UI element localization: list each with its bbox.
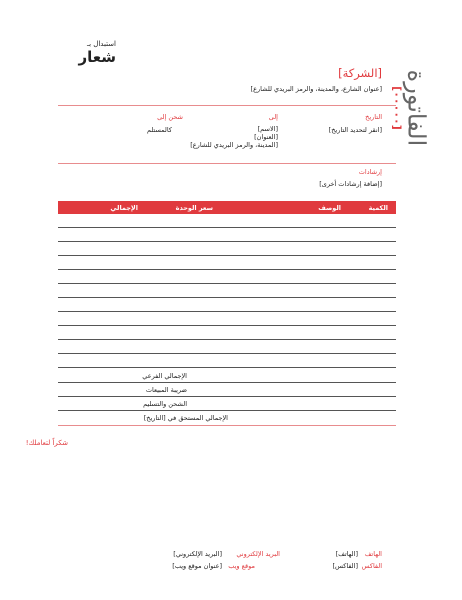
table-row[interactable] [58, 325, 396, 326]
subtotal-row[interactable] [58, 382, 396, 383]
table-row[interactable] [58, 353, 396, 354]
logo[interactable] [60, 40, 116, 65]
table-row[interactable] [58, 367, 396, 368]
fax-label: الفاكس [361, 562, 382, 570]
to-address[interactable]: [العنوان] [254, 133, 278, 141]
table-row[interactable] [58, 311, 396, 312]
sales-tax-label: ضريبة المبيعات [145, 386, 187, 394]
invoice-title [391, 70, 430, 147]
to-name[interactable]: [الاسم] [257, 125, 278, 133]
table-row[interactable] [58, 283, 396, 284]
instructions-label: إرشادات [358, 168, 382, 176]
table-header [58, 201, 396, 214]
date-value[interactable]: [انقر لتحديد التاريخ] [328, 126, 382, 134]
total-due-label: الإجمالي المستحق في [التاريخ] [143, 414, 228, 422]
company-address[interactable]: [عنوان الشارع، والمدينة، والرمز البريدي للشارع] [250, 85, 382, 93]
invoice-title-block [386, 38, 434, 178]
table-row[interactable] [58, 255, 396, 256]
web-label: موقع ويب [228, 562, 255, 570]
col-description: الوصف [318, 204, 341, 212]
logo-replace-text: استبدال بـ [87, 40, 116, 48]
to-city[interactable]: [المدينة، والرمز البريدي للشارع] [190, 141, 278, 149]
date-label: التاريخ [365, 113, 382, 121]
table-row[interactable] [58, 227, 396, 228]
divider-2 [58, 163, 396, 164]
email-label: البريد الإلكتروني [236, 550, 280, 558]
phone-value[interactable]: [الهاتف] [335, 550, 358, 558]
col-quantity: الكمية [368, 204, 388, 212]
divider-1 [58, 105, 396, 106]
ship-label: شحن إلى [157, 113, 183, 121]
sales-tax-row[interactable] [58, 396, 396, 397]
col-unit-price: سعر الوحدة [175, 204, 213, 212]
invoice-title-text: الفاتورة [402, 69, 431, 147]
logo-word: شعار [78, 48, 116, 66]
subtotal-label: الإجمالي الفرعي [142, 372, 187, 380]
ship-value[interactable]: كالمستلم [146, 126, 172, 134]
table-row[interactable] [58, 241, 396, 242]
total-due-row[interactable] [58, 425, 396, 426]
table-row[interactable] [58, 269, 396, 270]
company-name[interactable]: [الشركة] [338, 66, 382, 80]
email-value[interactable]: [البريد الإلكتروني] [173, 550, 222, 558]
fax-value[interactable]: [الفاكس] [332, 562, 358, 570]
to-label: إلى [268, 113, 278, 121]
shipping-label: الشحن والتسليم [143, 400, 187, 408]
col-total: الإجمالي [110, 204, 138, 212]
phone-label: الهاتف [364, 550, 382, 558]
web-value[interactable]: [عنوان موقع ويب] [172, 562, 222, 570]
shipping-row[interactable] [58, 410, 396, 411]
instructions-value[interactable]: [إضافة إرشادات أخرى] [319, 180, 382, 188]
to-block [190, 125, 278, 149]
table-row[interactable] [58, 297, 396, 298]
thanks-text: شكراً لتعاملك! [25, 439, 68, 447]
invoice-number[interactable]: [٠٠٠٠٠] [390, 86, 404, 130]
table-row[interactable] [58, 339, 396, 340]
